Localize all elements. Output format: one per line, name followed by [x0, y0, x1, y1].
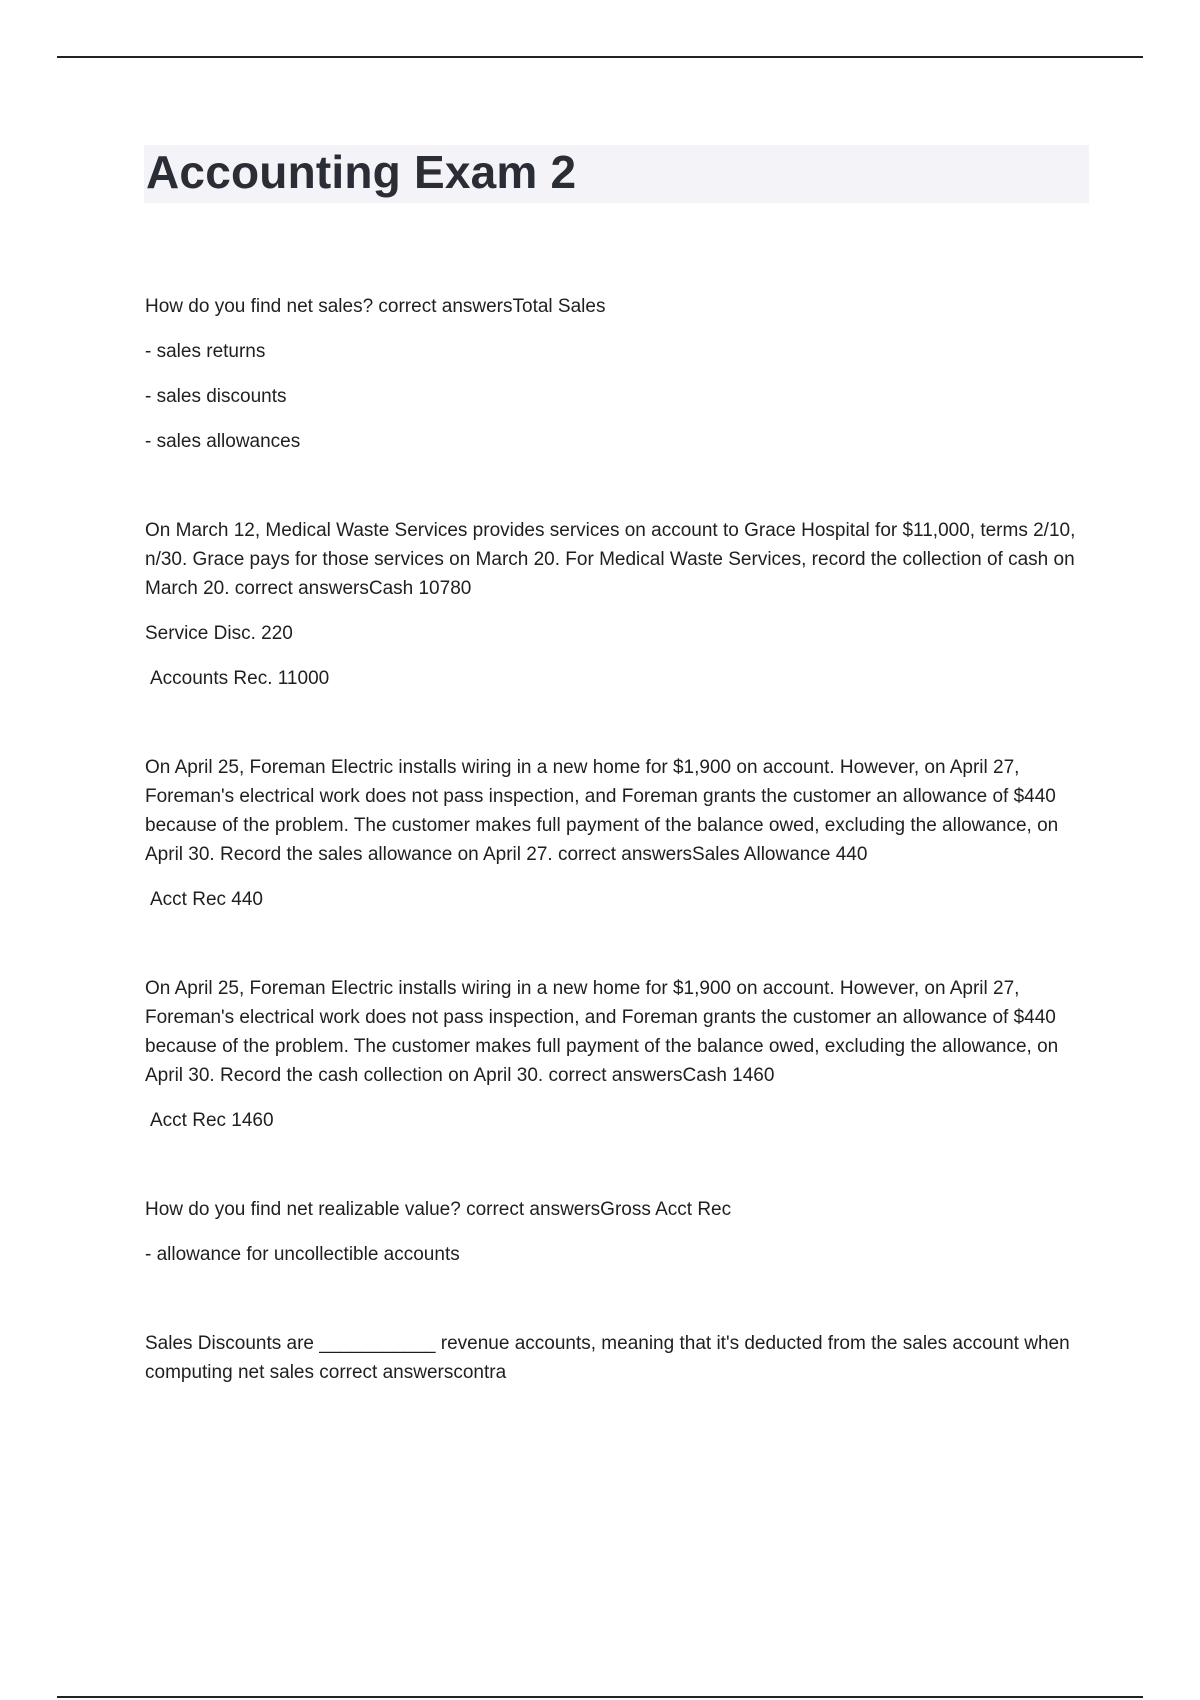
document-body: [145, 292, 1085, 1447]
qa-block-net-sales: [145, 292, 1085, 456]
question-answer-text: On April 25, Foreman Electric installs wiring in a new home for $1,900 on account. However, on April 27, Foreman's electrical work does not pass inspection, and Foreman grants the customer an allowance of $440 because of the problem. The customer makes full payment of the balance owed, excluding the allowance, on April 30. Record the cash collection on April 30. correct answersCash 1460: [145, 978, 1059, 1086]
answer-line: - sales returns: [145, 341, 266, 362]
question-answer-text: On April 25, Foreman Electric installs wiring in a new home for $1,900 on account. However, on April 27, Foreman's electrical work does not pass inspection, and Foreman grants the customer an allowance of $440 because of the problem. The customer makes full payment of the balance owed, excluding the allowance, on April 30. Record the sales allowance on April 27. correct answersSales Allowance 440: [145, 757, 1059, 865]
answer-line: - allowance for uncollectible accounts: [145, 1244, 460, 1265]
question-answer-text: How do you find net sales? correct answersTotal Sales: [145, 296, 606, 317]
question-answer-text: On March 12, Medical Waste Services provides services on account to Grace Hospital for $11,000, terms 2/10, n/30. Grace pays for those services on March 20. For Medical Waste Services, record the collection of cash on March 20. correct answersCash 10780: [145, 520, 1076, 599]
answer-line: Acct Rec 1460: [150, 1110, 274, 1131]
bottom-rule: [57, 1696, 1143, 1698]
answer-line: - sales allowances: [145, 431, 301, 452]
question-answer-text: How do you find net realizable value? correct answersGross Acct Rec: [145, 1199, 732, 1220]
qa-block-medical-waste: [145, 516, 1085, 693]
answer-line: - sales discounts: [145, 386, 287, 407]
document-title: Accounting Exam 2: [146, 146, 577, 198]
qa-block-sales-discounts: [145, 1329, 1085, 1387]
answer-line: Service Disc. 220: [145, 623, 293, 644]
answer-line: Accounts Rec. 11000: [150, 668, 330, 689]
qa-block-net-realizable-value: [145, 1195, 1085, 1269]
question-answer-text: Sales Discounts are ___________ revenue accounts, meaning that it's deducted from the sales account when computing net sales correct answerscontra: [145, 1333, 1070, 1383]
qa-block-cash-collection: [145, 974, 1085, 1135]
top-rule: [57, 56, 1143, 58]
answer-line: Acct Rec 440: [150, 889, 263, 910]
qa-block-sales-allowance: [145, 753, 1085, 914]
